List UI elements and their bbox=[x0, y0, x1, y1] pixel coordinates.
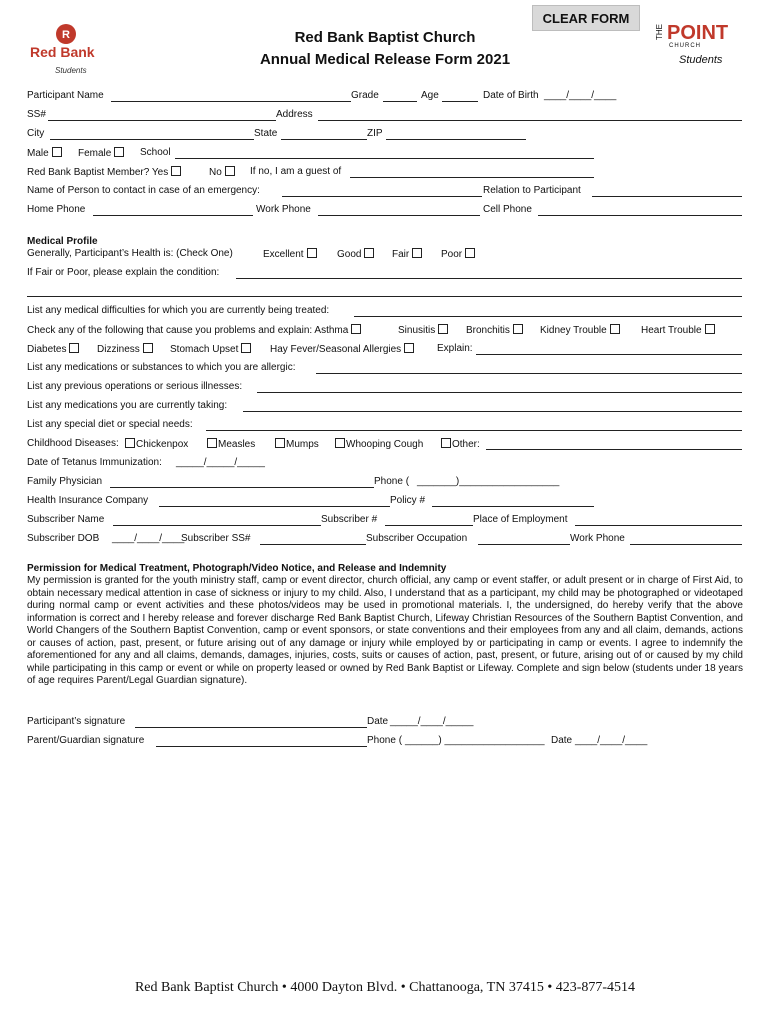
whooping-option[interactable] bbox=[335, 438, 423, 450]
physician-phone-field[interactable]: _______)__________________ bbox=[417, 476, 560, 487]
sinusitis-checkbox[interactable] bbox=[438, 324, 448, 334]
state-label: State bbox=[254, 128, 278, 139]
fair-option[interactable] bbox=[392, 248, 422, 260]
member-no-option[interactable] bbox=[209, 166, 235, 178]
insurance-label: Health Insurance Company bbox=[27, 495, 149, 506]
zip-label: ZIP bbox=[367, 128, 383, 139]
parent-phone-label: Phone ( bbox=[367, 735, 403, 746]
allergic-field[interactable] bbox=[316, 373, 742, 374]
explain-field[interactable] bbox=[476, 354, 742, 355]
male-option[interactable] bbox=[27, 147, 62, 159]
dizziness-option[interactable] bbox=[97, 343, 153, 355]
mumps-label: Mumps bbox=[286, 439, 319, 450]
subscriber-ss-label: Subscriber SS# bbox=[181, 533, 251, 544]
subscriber-num-field[interactable] bbox=[385, 525, 473, 526]
fair-label: Fair bbox=[392, 249, 410, 260]
state-field[interactable] bbox=[281, 139, 367, 140]
emergency-label: Name of Person to contact in case of an emergency: bbox=[27, 185, 260, 196]
sub-work-phone-field[interactable] bbox=[630, 544, 742, 545]
chickenpox-option[interactable] bbox=[125, 438, 188, 450]
other-checkbox[interactable] bbox=[441, 438, 451, 448]
male-label: Male bbox=[27, 148, 49, 159]
red-bank-logo-text: Red Bank bbox=[30, 44, 95, 60]
excellent-checkbox[interactable] bbox=[307, 248, 317, 258]
employment-field[interactable] bbox=[575, 525, 742, 526]
bronchitis-checkbox[interactable] bbox=[513, 324, 523, 334]
measles-option[interactable] bbox=[207, 438, 255, 450]
subscriber-name-field[interactable] bbox=[113, 525, 321, 526]
member-no-checkbox[interactable] bbox=[225, 166, 235, 176]
diabetes-option[interactable] bbox=[27, 343, 79, 355]
physician-phone-label: Phone ( bbox=[374, 476, 410, 487]
hay-fever-checkbox[interactable] bbox=[404, 343, 414, 353]
work-phone-label: Work Phone bbox=[256, 204, 311, 215]
bronchitis-option[interactable] bbox=[466, 324, 523, 336]
poor-option[interactable] bbox=[441, 248, 475, 260]
policy-label: Policy # bbox=[390, 495, 426, 506]
dizziness-label: Dizziness bbox=[97, 344, 140, 355]
parent-phone-field[interactable]: ______) __________________ bbox=[405, 735, 545, 746]
age-label: Age bbox=[421, 90, 439, 101]
home-phone-field[interactable] bbox=[93, 215, 253, 216]
explain-condition-field[interactable] bbox=[236, 278, 742, 279]
difficulties-label: List any medical difficulties for which you are currently being treated: bbox=[27, 305, 330, 316]
medical-profile-heading: Medical Profile bbox=[27, 236, 98, 247]
female-label: Female bbox=[78, 148, 112, 159]
relation-field[interactable] bbox=[592, 196, 742, 197]
asthma-option[interactable] bbox=[27, 324, 361, 336]
city-label: City bbox=[27, 128, 45, 139]
permission-heading: Permission for Medical Treatment, Photograph/Video Notice, and Release and Indemnity bbox=[27, 563, 447, 574]
grade-field[interactable] bbox=[383, 101, 417, 102]
operations-label: List any previous operations or serious illnesses: bbox=[27, 381, 243, 392]
parent-signature-field[interactable] bbox=[156, 746, 367, 747]
physician-field[interactable] bbox=[110, 487, 374, 488]
bronchitis-label: Bronchitis bbox=[466, 325, 510, 336]
subscriber-dob-field[interactable]: ____/____/____ bbox=[112, 533, 185, 544]
relation-label: Relation to Participant bbox=[483, 185, 581, 196]
red-bank-logo-sub: Students bbox=[55, 66, 87, 75]
sinusitis-option[interactable] bbox=[398, 324, 448, 336]
stomach-label: Stomach Upset bbox=[170, 344, 239, 355]
female-checkbox[interactable] bbox=[114, 147, 124, 157]
excellent-option[interactable] bbox=[263, 248, 317, 260]
the-point-logo-the: THE bbox=[655, 24, 664, 40]
member-yes-option[interactable] bbox=[27, 166, 181, 178]
parent-date-field[interactable]: ____/____/____ bbox=[575, 735, 648, 746]
parent-date-label: Date bbox=[551, 735, 573, 746]
insurance-field[interactable] bbox=[159, 506, 390, 507]
mumps-checkbox[interactable] bbox=[275, 438, 285, 448]
tetanus-label: Date of Tetanus Immunization: bbox=[27, 457, 162, 468]
dob-label: Date of Birth bbox=[483, 90, 539, 101]
subscriber-dob-label: Subscriber DOB bbox=[27, 533, 100, 544]
physician-label: Family Physician bbox=[27, 476, 103, 487]
measles-checkbox[interactable] bbox=[207, 438, 217, 448]
ss-field[interactable] bbox=[48, 120, 276, 121]
parent-signature-label: Parent/Guardian signature bbox=[27, 735, 145, 746]
form-title-line1: Red Bank Baptist Church bbox=[294, 29, 476, 46]
sub-work-phone-label: Work Phone bbox=[570, 533, 625, 544]
male-checkbox[interactable] bbox=[52, 147, 62, 157]
member-yes-checkbox[interactable] bbox=[171, 166, 181, 176]
guest-field[interactable] bbox=[350, 177, 594, 178]
school-field[interactable] bbox=[175, 158, 594, 159]
participant-name-label: Participant Name bbox=[27, 90, 104, 101]
other-option[interactable] bbox=[441, 438, 480, 450]
good-option[interactable] bbox=[337, 248, 374, 260]
medications-field[interactable] bbox=[243, 411, 742, 412]
other-field[interactable] bbox=[486, 449, 742, 450]
allergic-label: List any medications or substances to which you are allergic: bbox=[27, 362, 296, 373]
kidney-checkbox[interactable] bbox=[610, 324, 620, 334]
diabetes-checkbox[interactable] bbox=[69, 343, 79, 353]
age-field[interactable] bbox=[442, 101, 478, 102]
guest-label: If no, I am a guest of bbox=[250, 166, 342, 177]
participant-name-field[interactable] bbox=[111, 101, 351, 102]
chickenpox-checkbox[interactable] bbox=[125, 438, 135, 448]
operations-field[interactable] bbox=[257, 392, 742, 393]
home-phone-label: Home Phone bbox=[27, 204, 86, 215]
red-bank-logo bbox=[30, 22, 105, 77]
asthma-checkbox[interactable] bbox=[351, 324, 361, 334]
cell-phone-field[interactable] bbox=[538, 215, 742, 216]
diabetes-label: Diabetes bbox=[27, 344, 67, 355]
employment-label: Place of Employment bbox=[473, 514, 568, 525]
stomach-option[interactable] bbox=[170, 343, 251, 355]
explain-label: Explain: bbox=[437, 343, 473, 354]
explain-condition-label: If Fair or Poor, please explain the condition: bbox=[27, 267, 220, 278]
chickenpox-label: Chickenpox bbox=[136, 439, 189, 450]
member-no-label: No bbox=[209, 167, 222, 178]
health-label: Generally, Participant’s Health is: (Check One) bbox=[27, 248, 233, 259]
poor-checkbox[interactable] bbox=[465, 248, 475, 258]
hay-fever-label: Hay Fever/Seasonal Allergies bbox=[270, 344, 402, 355]
the-point-logo-point: POINT bbox=[667, 22, 729, 44]
whooping-checkbox[interactable] bbox=[335, 438, 345, 448]
cell-phone-label: Cell Phone bbox=[483, 204, 532, 215]
address-label: Address bbox=[276, 109, 313, 120]
measles-label: Measles bbox=[218, 439, 256, 450]
address-field[interactable] bbox=[318, 120, 742, 121]
good-label: Good bbox=[337, 249, 362, 260]
subscriber-ss-field[interactable] bbox=[260, 544, 366, 545]
heart-label: Heart Trouble bbox=[641, 325, 702, 336]
the-point-logo-church: CHURCH bbox=[669, 43, 701, 49]
the-point-logo-students: Students bbox=[679, 54, 723, 66]
the-point-logo bbox=[655, 22, 750, 77]
school-label: School bbox=[140, 147, 171, 158]
sinusitis-label: Sinusitis bbox=[398, 325, 436, 336]
participant-date-field[interactable]: _____/____/_____ bbox=[390, 716, 474, 727]
check-following-label: Check any of the following that cause you problems and explain: Asthma bbox=[27, 325, 349, 336]
good-checkbox[interactable] bbox=[364, 248, 374, 258]
hay-fever-option[interactable] bbox=[270, 343, 414, 355]
participant-date-label: Date bbox=[367, 716, 389, 727]
permission-text: My permission is granted for the youth ministry staff, camp or event director, church official, any camp or event staffer, or adult present or in charge of First Aid, to obtain necessary medical attention in case of sickness or injury to my child. Also, I understand that as a participant, my child may be photographed or videotaped during normal camp or event activities and these photos/videos may be used in promotional materials. I, the undersigned, do hereby verify that the above information is correct and I hereby release and forever discharge Red Bank Baptist Church, Lifeway Christian Resources of the Southern Baptist Convention, and World Changers of the Southern Baptist Convention, camp or event sponsors, or state conventions and their employees from any and all claim, demands, actions or causes of action, past, present, or future arising out of any damage or injury while employed by or participating in camp or events. I agree to indemnify the aforementioned for any and all claims, demands, damages, injuries, costs, suits or causes of action, past, present, or future, arising out of or caused by my child while participating in this camp or event or while on property leased or owned by Red Bank Baptist or Lifeway. Complete and sign below (students under 18 years of age requires Parent/Legal Guardian signature). bbox=[27, 575, 743, 686]
subscriber-num-label: Subscriber # bbox=[321, 514, 378, 525]
work-phone-field[interactable] bbox=[318, 215, 480, 216]
diet-label: List any special diet or special needs: bbox=[27, 419, 193, 430]
mumps-option[interactable] bbox=[275, 438, 319, 450]
policy-field[interactable] bbox=[432, 506, 594, 507]
fair-checkbox[interactable] bbox=[412, 248, 422, 258]
medications-label: List any medications you are currently taking: bbox=[27, 400, 228, 411]
other-label: Other: bbox=[452, 439, 480, 450]
ss-label: SS# bbox=[27, 109, 46, 120]
grade-label: Grade bbox=[351, 90, 379, 101]
poor-label: Poor bbox=[441, 249, 463, 260]
diet-field[interactable] bbox=[206, 430, 742, 431]
footer-address: Red Bank Baptist Church • 4000 Dayton Blvd. • Chattanooga, TN 37415 • 423-877-4514 bbox=[134, 980, 636, 995]
emergency-field[interactable] bbox=[282, 196, 482, 197]
kidney-label: Kidney Trouble bbox=[540, 325, 607, 336]
city-field[interactable] bbox=[50, 139, 254, 140]
dizziness-checkbox[interactable] bbox=[143, 343, 153, 353]
difficulties-field[interactable] bbox=[354, 316, 742, 317]
childhood-label: Childhood Diseases: bbox=[27, 438, 119, 449]
occupation-label: Subscriber Occupation bbox=[366, 533, 468, 544]
participant-signature-field[interactable] bbox=[135, 727, 367, 728]
svg-text:R: R bbox=[62, 29, 70, 41]
subscriber-name-label: Subscriber Name bbox=[27, 514, 105, 525]
tetanus-field[interactable]: _____/_____/_____ bbox=[176, 457, 265, 468]
dob-field[interactable]: ____/____/____ bbox=[544, 90, 617, 101]
clear-form-button[interactable]: CLEAR FORM bbox=[532, 5, 640, 31]
heart-option[interactable] bbox=[641, 324, 715, 336]
zip-field[interactable] bbox=[386, 139, 526, 140]
kidney-option[interactable] bbox=[540, 324, 620, 336]
explain-condition-field-2[interactable] bbox=[27, 296, 742, 297]
stomach-checkbox[interactable] bbox=[241, 343, 251, 353]
form-title-line2: Annual Medical Release Form 2021 bbox=[259, 51, 511, 68]
participant-signature-label: Participant’s signature bbox=[27, 716, 126, 727]
heart-checkbox[interactable] bbox=[705, 324, 715, 334]
female-option[interactable] bbox=[78, 147, 124, 159]
occupation-field[interactable] bbox=[478, 544, 570, 545]
whooping-label: Whooping Cough bbox=[346, 439, 424, 450]
member-label: Red Bank Baptist Member? Yes bbox=[27, 167, 169, 178]
excellent-label: Excellent bbox=[263, 249, 304, 260]
